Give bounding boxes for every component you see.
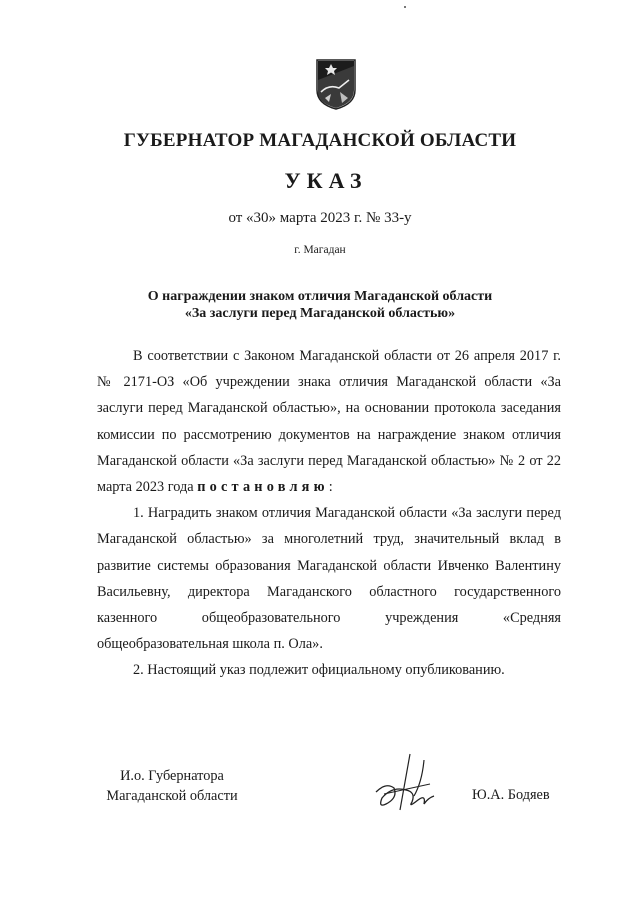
preamble-paragraph [97,343,561,500]
document-type: УКАЗ [284,168,368,193]
signatory-title-line-2: Магаданской области [106,788,238,804]
decree-item-2: 2. Настоящий указ подлежит официальному опубликованию. [133,662,505,679]
preamble-text: В соответствии с Законом Магаданской области от 26 апреля 2017 г. № 2171-ОЗ «Об учреждении знака отличия Магаданской области «За заслуги перед Магаданской областью», на основании протокола заседания комиссии по рассмотрению документов на награждение знаком отличия Магаданской области «За заслуги перед Магаданской областью» № 2 от 22 марта 2023 года [97,348,561,496]
document-city: г. Магадан [294,244,346,256]
decree-colon: : [328,479,333,496]
issuing-office: ГУБЕРНАТОР МАГАДАНСКОЙ ОБЛАСТИ [123,130,517,151]
coat-of-arms-icon [315,58,357,110]
scan-speck [404,6,406,8]
decree-item-1: 1. Наградить знаком отличия Магаданской области «За заслуги перед Магаданской областью» за многолетний труд, значительный вклад в развитие системы образования Магаданской области Ивченко Валентину Васильевну, директора Магаданского областного государственного казенного общеобразовательного учреждения «Средняя общеобразовательная школа п. Ола». [97,505,561,653]
document-subject [0,288,640,322]
document-date-number: от «30» марта 2023 г. № 33-у [228,210,412,226]
signatory-title-line-1: И.о. Губернатора [120,768,224,784]
decree-word: постановляю [197,479,329,496]
subject-line-1: О награждении знаком отличия Магаданской области [147,289,493,304]
signatory-name: Ю.А. Бодяев [472,787,550,803]
signatory-title [97,766,247,806]
document-body [97,343,561,684]
subject-line-2: «За заслуги перед Магаданской областью» [184,306,456,321]
handwritten-signature-icon [372,752,442,814]
